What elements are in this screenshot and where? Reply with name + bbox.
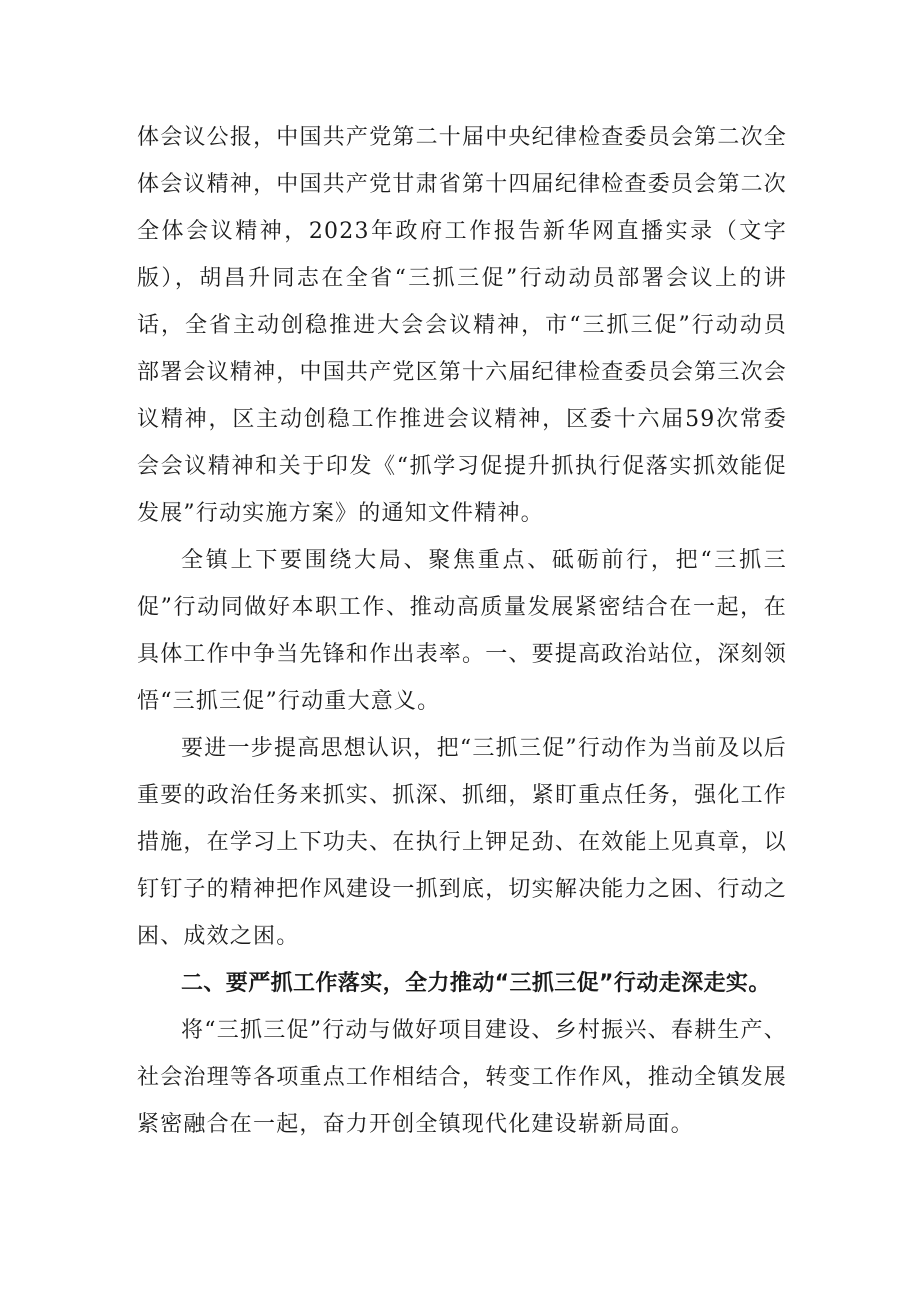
- paragraph-raise-awareness: 要进一步提高思想认识，把“三抓三促”行动作为当前及以后重要的政治任务来抓实、抓深、抓细，紧盯重点任务，强化工作措施，在学习上下功夫、在执行上钾足劲、在效能上见真章，以钉钉子的精神把作风建设一抓到底，切实解决能力之困、行动之困、成效之困。: [137, 736, 787, 949]
- paragraph-integrate-work: 将“三抓三促”行动与做好项目建设、乡村振兴、春耕生产、社会治理等各项重点工作相结合，转变工作作风，推动全镇发展紧密融合在一起，奋力开创全镇现代化建设崭新局面。: [137, 1018, 787, 1137]
- document-body: [137, 114, 787, 1148]
- section-heading-implementation: 二、要严抓工作落实，全力推动“三抓三促”行动走深走实。: [181, 971, 771, 996]
- paragraph-meeting-documents-list: 体会议公报，中国共产党第二十届中央纪律检查委员会第二次全体会议精神，中国共产党甘肃省第十四届纪律检查委员会第二次全体会议精神，2023年政府工作报告新华网直播实录（文字版），胡昌升同志在全省“三抓三促”行动动员部署会议上的讲话，全省主动创稳推进大会会议精神，市“三抓三促”行动动员部署会议精神，中国共产党区第十六届纪律检查委员会第三次会议精神，区主动创稳工作推进会议精神，区委十六届59次常委会会议精神和关于印发《“抓学习促提升抓执行促落实抓效能促发展”行动实施方案》的通知文件精神。: [137, 125, 787, 526]
- paragraph-overall-requirement: 全镇上下要围绕大局、聚焦重点、砥砺前行，把“三抓三促”行动同做好本职工作、推动高质量发展紧密结合在一起，在具体工作中争当先锋和作出表率。一、要提高政治站位，深刻领悟“三抓三促”行动重大意义。: [137, 548, 787, 714]
